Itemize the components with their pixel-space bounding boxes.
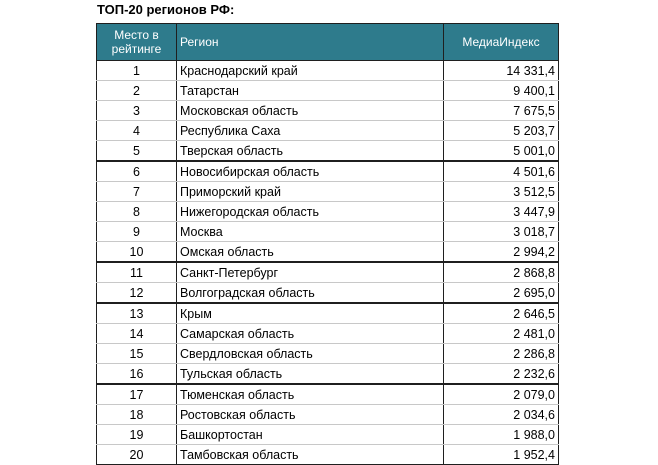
cell-place: 16 bbox=[97, 364, 177, 385]
table-row bbox=[97, 283, 559, 304]
cell-region: Тверская область bbox=[177, 141, 444, 162]
cell-mediaindex: 1 988,0 bbox=[444, 425, 559, 445]
cell-place: 1 bbox=[97, 61, 177, 81]
cell-place: 9 bbox=[97, 222, 177, 242]
cell-mediaindex: 2 286,8 bbox=[444, 344, 559, 364]
cell-place: 14 bbox=[97, 324, 177, 344]
table-row bbox=[97, 61, 559, 81]
table-row bbox=[97, 141, 559, 162]
cell-region: Свердловская область bbox=[177, 344, 444, 364]
column-header-mediaindex: МедиаИндекс bbox=[444, 24, 559, 61]
cell-region: Ростовская область bbox=[177, 405, 444, 425]
table-row bbox=[97, 121, 559, 141]
cell-region: Новосибирская область bbox=[177, 161, 444, 182]
cell-mediaindex: 2 034,6 bbox=[444, 405, 559, 425]
cell-mediaindex: 2 695,0 bbox=[444, 283, 559, 304]
cell-mediaindex: 2 994,2 bbox=[444, 242, 559, 263]
cell-place: 4 bbox=[97, 121, 177, 141]
cell-mediaindex: 3 018,7 bbox=[444, 222, 559, 242]
cell-place: 15 bbox=[97, 344, 177, 364]
table-row bbox=[97, 81, 559, 101]
cell-place: 5 bbox=[97, 141, 177, 162]
cell-place: 20 bbox=[97, 445, 177, 465]
cell-place: 17 bbox=[97, 384, 177, 405]
table-header-row bbox=[97, 24, 559, 61]
cell-region: Республика Саха bbox=[177, 121, 444, 141]
table-row bbox=[97, 445, 559, 465]
cell-region: Московская область bbox=[177, 101, 444, 121]
cell-place: 12 bbox=[97, 283, 177, 304]
cell-region: Тюменская область bbox=[177, 384, 444, 405]
cell-region: Самарская область bbox=[177, 324, 444, 344]
table-row bbox=[97, 202, 559, 222]
cell-mediaindex: 9 400,1 bbox=[444, 81, 559, 101]
cell-place: 19 bbox=[97, 425, 177, 445]
cell-region: Татарстан bbox=[177, 81, 444, 101]
cell-mediaindex: 14 331,4 bbox=[444, 61, 559, 81]
cell-mediaindex: 5 203,7 bbox=[444, 121, 559, 141]
cell-place: 18 bbox=[97, 405, 177, 425]
table-row bbox=[97, 262, 559, 283]
table-row bbox=[97, 161, 559, 182]
table-row bbox=[97, 364, 559, 385]
cell-region: Москва bbox=[177, 222, 444, 242]
cell-place: 7 bbox=[97, 182, 177, 202]
table-row bbox=[97, 303, 559, 324]
cell-region: Башкортостан bbox=[177, 425, 444, 445]
cell-place: 6 bbox=[97, 161, 177, 182]
column-header-region: Регион bbox=[177, 24, 444, 61]
table-row bbox=[97, 425, 559, 445]
cell-mediaindex: 7 675,5 bbox=[444, 101, 559, 121]
cell-mediaindex: 2 646,5 bbox=[444, 303, 559, 324]
cell-place: 8 bbox=[97, 202, 177, 222]
cell-place: 3 bbox=[97, 101, 177, 121]
cell-mediaindex: 5 001,0 bbox=[444, 141, 559, 162]
cell-region: Тамбовская область bbox=[177, 445, 444, 465]
cell-region: Краснодарский край bbox=[177, 61, 444, 81]
cell-region: Нижегородская область bbox=[177, 202, 444, 222]
cell-place: 2 bbox=[97, 81, 177, 101]
cell-mediaindex: 2 232,6 bbox=[444, 364, 559, 385]
cell-mediaindex: 3 512,5 bbox=[444, 182, 559, 202]
table-row bbox=[97, 324, 559, 344]
table-row bbox=[97, 405, 559, 425]
table-row bbox=[97, 182, 559, 202]
table-row bbox=[97, 222, 559, 242]
cell-region: Санкт-Петербург bbox=[177, 262, 444, 283]
cell-region: Омская область bbox=[177, 242, 444, 263]
cell-mediaindex: 4 501,6 bbox=[444, 161, 559, 182]
page-title: ТОП-20 регионов РФ: bbox=[97, 2, 235, 17]
cell-place: 11 bbox=[97, 262, 177, 283]
cell-region: Крым bbox=[177, 303, 444, 324]
cell-mediaindex: 3 447,9 bbox=[444, 202, 559, 222]
cell-region: Тульская область bbox=[177, 364, 444, 385]
table-row bbox=[97, 344, 559, 364]
cell-region: Волгоградская область bbox=[177, 283, 444, 304]
cell-mediaindex: 2 079,0 bbox=[444, 384, 559, 405]
cell-place: 13 bbox=[97, 303, 177, 324]
ranking-table bbox=[96, 23, 559, 465]
table-row bbox=[97, 101, 559, 121]
cell-region: Приморский край bbox=[177, 182, 444, 202]
table-row bbox=[97, 384, 559, 405]
column-header-place: Место в рейтинге bbox=[97, 24, 177, 61]
cell-mediaindex: 2 481,0 bbox=[444, 324, 559, 344]
table-row bbox=[97, 242, 559, 263]
cell-place: 10 bbox=[97, 242, 177, 263]
cell-mediaindex: 2 868,8 bbox=[444, 262, 559, 283]
cell-mediaindex: 1 952,4 bbox=[444, 445, 559, 465]
